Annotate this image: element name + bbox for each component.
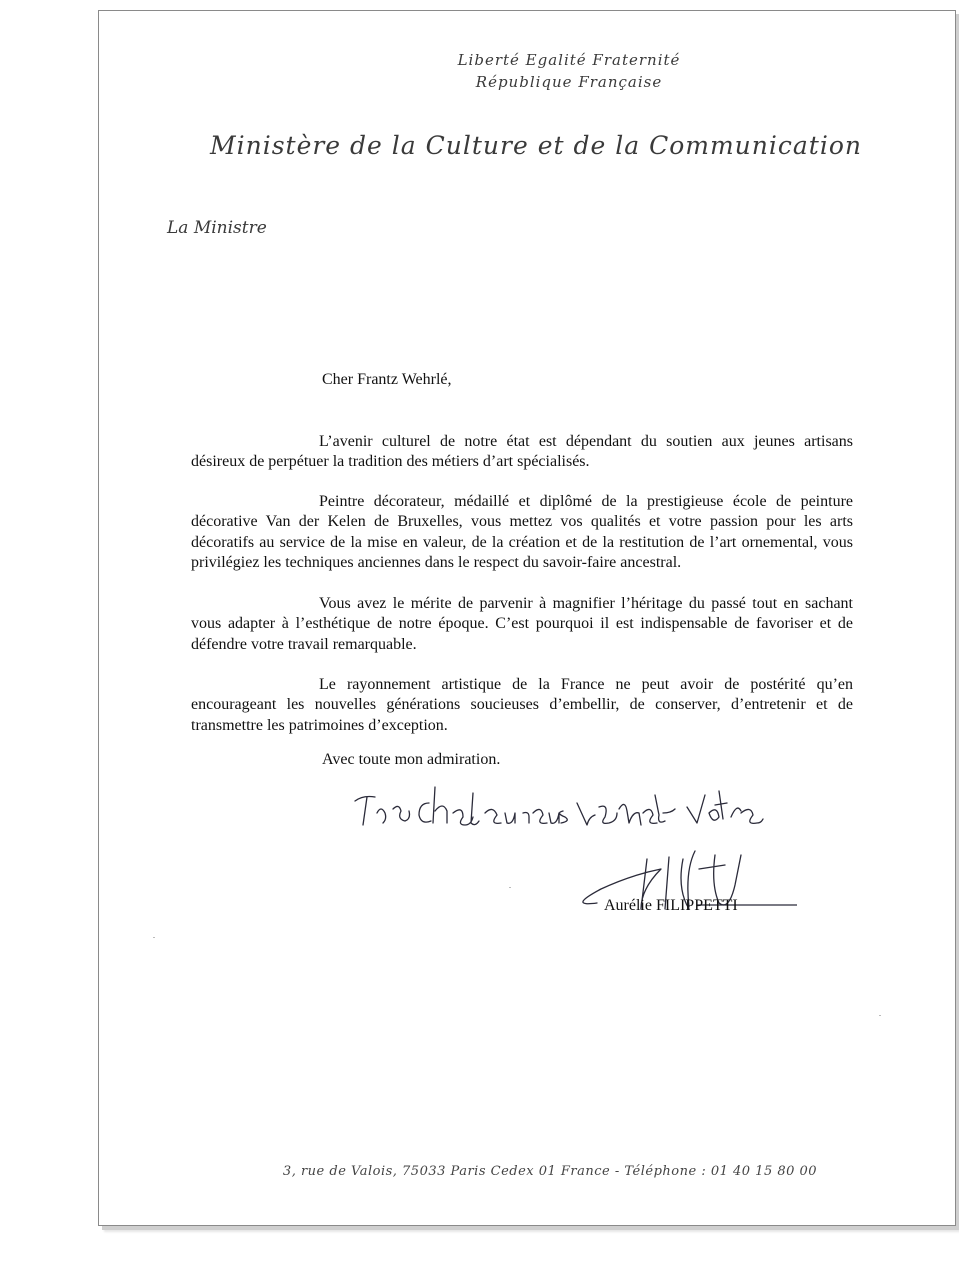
motto: Liberté Egalité Fraternité bbox=[457, 51, 681, 69]
closing: Avec toute mon admiration. bbox=[322, 751, 501, 768]
republic-name: République Française bbox=[475, 73, 663, 91]
signer-name: Aurélie FILIPPETTI bbox=[604, 897, 738, 914]
paragraph-2-text: Peintre décorateur, médaillé et diplômé de la prestigieuse école de peinture décorative Van der Kelen de Bruxelles, vous mettez vos qualités et votre passion pour les arts décoratifs au service de la mise en valeur, de la création et de la restitution de l’art ornemental, vous privilégiez les techniques anciennes dans le respect du savoir-faire ancestral. bbox=[191, 493, 853, 571]
paragraph-4 bbox=[191, 675, 853, 736]
paragraph-2 bbox=[191, 492, 853, 573]
paragraph-1 bbox=[191, 432, 853, 473]
footer-address: 3, rue de Valois, 75033 Paris Cedex 01 France - Téléphone : 01 40 15 80 00 bbox=[282, 1164, 818, 1179]
ministry-letterhead: Ministère de la Culture et de la Communication bbox=[210, 131, 862, 160]
scan-speck bbox=[509, 887, 511, 888]
sender-role: La Ministre bbox=[167, 218, 267, 238]
scan-speck bbox=[153, 937, 155, 938]
paragraph-3-text: Vous avez le mérite de parvenir à magnifier l’héritage du passé tout en sachant vous adapter à l’esthétique de notre époque. C’est pourquoi il est indispensable de favoriser et de défendre votre travail remarquable. bbox=[191, 595, 853, 653]
salutation: Cher Frantz Wehrlé, bbox=[322, 371, 452, 388]
paragraph-3 bbox=[191, 594, 853, 655]
paragraph-4-text: Le rayonnement artistique de la France ne peut avoir de postérité qu’en encourageant les nouvelles générations soucieuses d’embellir, de conserver, d’entretenir et de transmettre les patrimoines d’exception. bbox=[191, 676, 853, 734]
scan-speck bbox=[879, 1015, 881, 1016]
paragraph-1-text: L’avenir culturel de notre état est dépendant du soutien aux jeunes artisans désireux de perpétuer la tradition des métiers d’art spécialisés. bbox=[191, 433, 853, 471]
letter-page bbox=[98, 10, 956, 1226]
